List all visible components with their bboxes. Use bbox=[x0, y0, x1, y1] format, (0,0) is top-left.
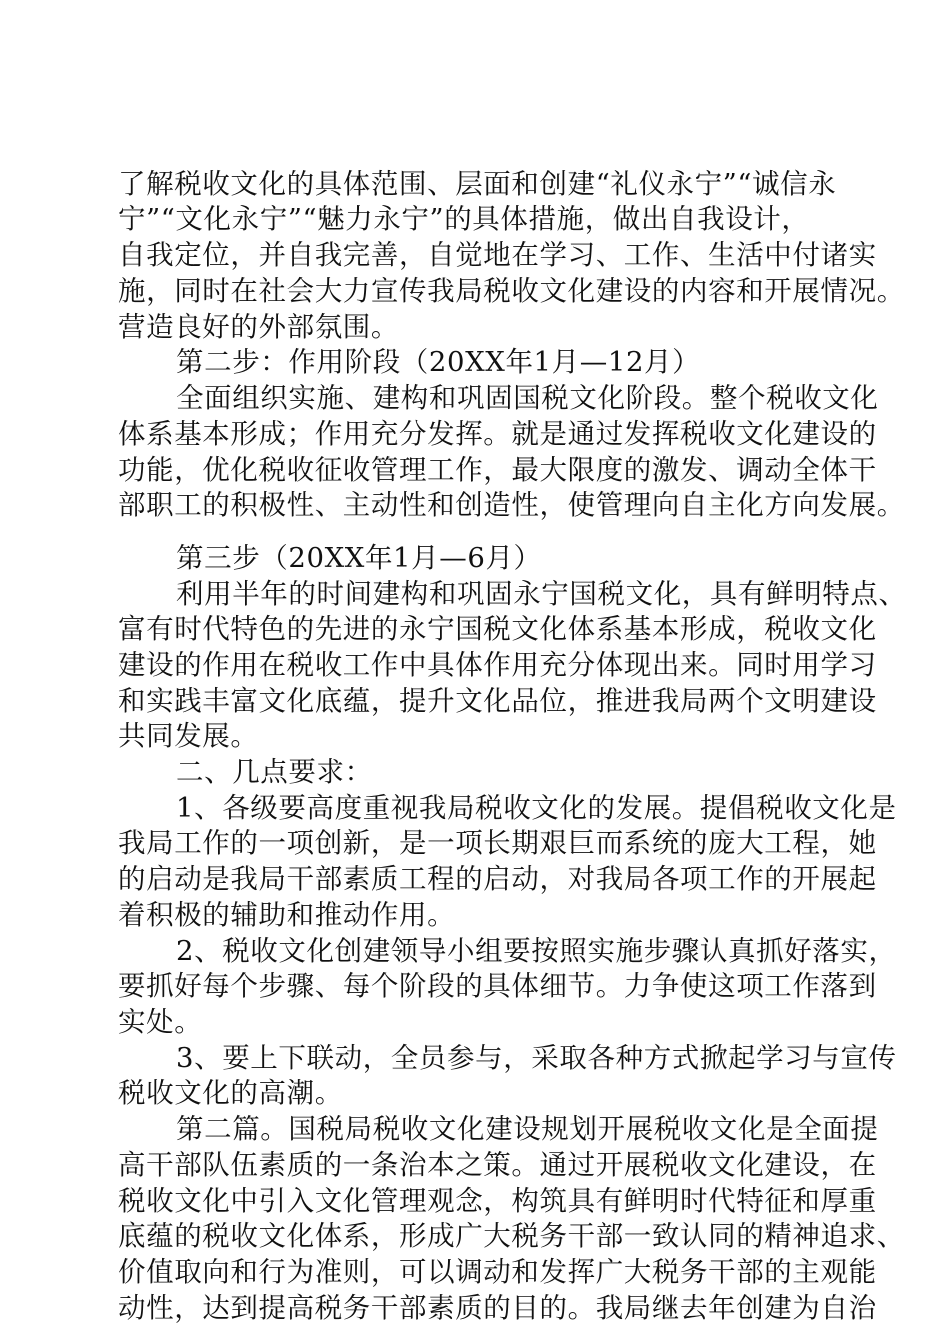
text-line: 价值取向和行为准则，可以调动和发挥广大税务干部的主观能 bbox=[118, 1256, 877, 1288]
text-line: 我局工作的一项创新，是一项长期艰巨而系统的庞大工程，她 bbox=[118, 827, 877, 859]
text-line: 3、要上下联动，全员参与，采取各种方式掀起学习与宣传 bbox=[176, 1042, 897, 1074]
text-line: 自我定位，并自我完善，自觉地在学习、工作、生活中付诸实 bbox=[118, 239, 877, 271]
text-line: 税收文化中引入文化管理观念，构筑具有鲜明时代特征和厚重 bbox=[118, 1185, 877, 1217]
section-heading: 第三步（20XX年1月—6月） bbox=[176, 542, 542, 574]
text-line: 2、税收文化创建领导小组要按照实施步骤认真抓好落实， bbox=[176, 935, 897, 967]
text-line: 第二篇。国税局税收文化建设规划开展税收文化是全面提 bbox=[176, 1113, 879, 1145]
text-line: 富有时代特色的先进的永宁国税文化体系基本形成，税收文化 bbox=[118, 613, 877, 645]
text-line: 了解税收文化的具体范围、层面和创建“礼仪永宁”“诚信永 bbox=[118, 168, 837, 200]
text-line: 实处。 bbox=[118, 1006, 203, 1038]
section-heading: 第二步：作用阶段（20XX年1月—12月） bbox=[176, 346, 701, 378]
text-line: 建设的作用在税收工作中具体作用充分体现出来。同时用学习 bbox=[118, 649, 877, 681]
text-line: 高干部队伍素质的一条治本之策。通过开展税收文化建设，在 bbox=[118, 1149, 877, 1181]
text-line: 功能，优化税收征收管理工作，最大限度的激发、调动全体干 bbox=[118, 454, 877, 486]
text-line: 着积极的辅助和推动作用。 bbox=[118, 899, 456, 931]
text-line: 共同发展。 bbox=[118, 720, 259, 752]
text-line: 宁”“文化永宁”“魅力永宁”的具体措施，做出自我设计， bbox=[118, 203, 810, 235]
text-line: 和实践丰富文化底蕴，提升文化品位，推进我局两个文明建设 bbox=[118, 685, 877, 717]
section-heading: 二、几点要求： bbox=[176, 756, 373, 788]
text-line: 要抓好每个步骤、每个阶段的具体细节。力争使这项工作落到 bbox=[118, 970, 877, 1002]
text-line: 动性，达到提高税务干部素质的目的。我局继去年创建为自治 bbox=[118, 1292, 877, 1324]
text-line: 体系基本形成；作用充分发挥。就是通过发挥税收文化建设的 bbox=[118, 418, 877, 450]
text-line: 利用半年的时间建构和巩固永宁国税文化，具有鲜明特点、 bbox=[176, 578, 907, 610]
text-line: 部职工的积极性、主动性和创造性，使管理向自主化方向发展。 bbox=[118, 489, 905, 521]
text-line: 营造良好的外部氛围。 bbox=[118, 311, 399, 343]
text-line: 税收文化的高潮。 bbox=[118, 1077, 343, 1109]
text-line: 的启动是我局干部素质工程的启动，对我局各项工作的开展起 bbox=[118, 863, 877, 895]
text-line: 底蕴的税收文化体系，形成广大税务干部一致认同的精神追求、 bbox=[118, 1220, 905, 1252]
text-line: 1、各级要高度重视我局税收文化的发展。提倡税收文化是 bbox=[176, 792, 897, 824]
text-line: 施，同时在社会大力宣传我局税收文化建设的内容和开展情况。 bbox=[118, 275, 905, 307]
text-line: 全面组织实施、建构和巩固国税文化阶段。整个税收文化 bbox=[176, 382, 879, 414]
